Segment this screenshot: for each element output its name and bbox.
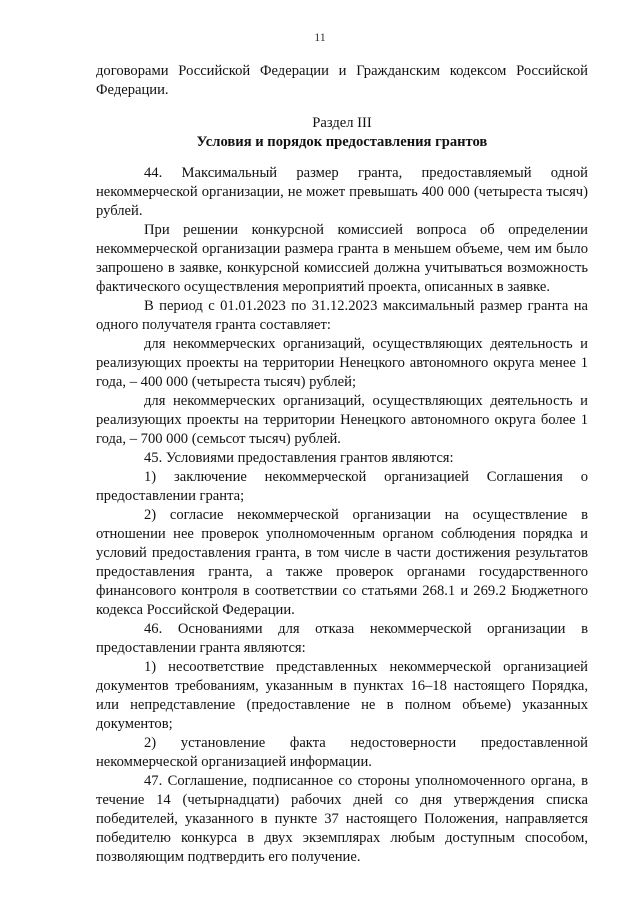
paragraph-47: 47. Соглашение, подписанное со стороны уполномоченного органа, в течение 14 (четырнадцати) рабочих дней со дня утверждения списка победителей, указанного в пункте 37 настоящего Положения, направляется победителю конкурса в двух экземплярах любым доступным способом, позволяющим подтвердить его получение. [96, 773, 588, 865]
paragraph-46-item-2: 2) установление факта недостоверности предоставленной некоммерческой организацией информации. [96, 735, 588, 770]
paragraph-more-than-year: для некоммерческих организаций, осуществляющих деятельность и реализующих проекты на территории Ненецкого автономного округа более 1 года, – 700 000 (семьсот тысяч) рублей. [96, 393, 588, 447]
section-number: Раздел III [312, 115, 372, 131]
paragraph-less-than-year: для некоммерческих организаций, осуществляющих деятельность и реализующих проекты на территории Ненецкого автономного округа менее 1 года, – 400 000 (четыреста тысяч) рублей; [96, 336, 588, 390]
page-number: 11 [314, 30, 326, 44]
paragraph-44: 44. Максимальный размер гранта, предоставляемый одной некоммерческой организации, не может превышать 400 000 (четыреста тысяч) рублей. [96, 165, 588, 219]
paragraph-46: 46. Основаниями для отказа некоммерческой организации в предоставлении гранта являются: [96, 621, 588, 656]
document-body [96, 62, 588, 867]
paragraph-45-item-1: 1) заключение некоммерческой организацией Соглашения о предоставлении гранта; [96, 469, 588, 504]
paragraph-period: В период с 01.01.2023 по 31.12.2023 максимальный размер гранта на одного получателя гранта составляет: [96, 298, 588, 333]
intro-paragraph: договорами Российской Федерации и Гражданским кодексом Российской Федерации. [96, 63, 588, 98]
paragraph-45-item-2: 2) согласие некоммерческой организации на осуществление в отношении нее проверок уполномоченным органом соблюдения порядка и условий предоставления гранта, в том числе в части достижения результатов предоставления гранта, а также проверок органами государственного финансового контроля в соответствии со статьями 268.1 и 269.2 Бюджетного кодекса Российской Федерации. [96, 507, 588, 618]
paragraph-45: 45. Условиями предоставления грантов являются: [144, 450, 454, 466]
paragraph-46-item-1: 1) несоответствие представленных некоммерческой организацией документов требованиям, указанным в пунктах 16–18 настоящего Порядка, или непредставление (предоставление не в полном объеме) указанных документов; [96, 659, 588, 732]
paragraph-commission: При решении конкурсной комиссией вопроса об определении некоммерческой организации размера гранта в меньшем объеме, чем им было запрошено в заявке, конкурсной комиссией должна учитываться возможность фактического осуществления мероприятий проекта, описанных в заявке. [96, 222, 588, 295]
section-title: Условия и порядок предоставления грантов [196, 134, 488, 150]
